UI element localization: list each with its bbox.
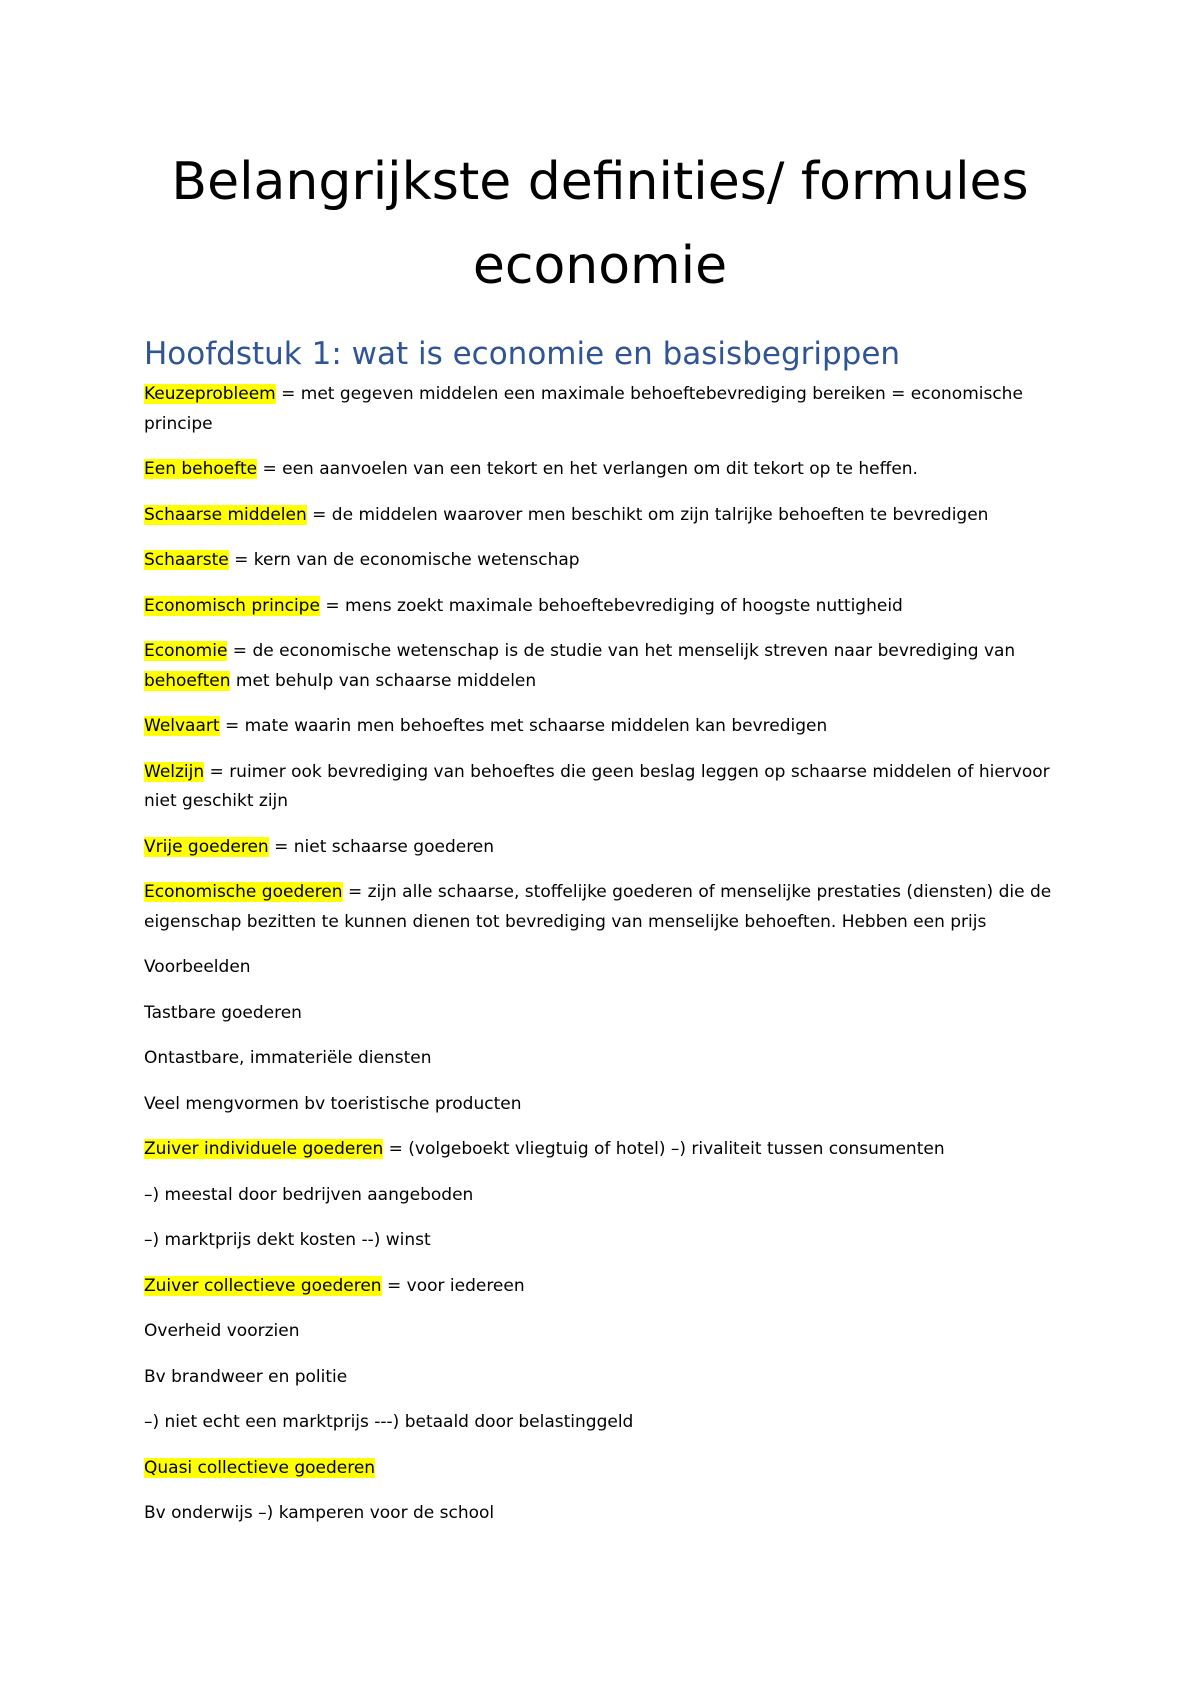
definition-text: = mens zoekt maximale behoeftebevrediging of hoogste nuttigheid — [319, 595, 903, 616]
plain-paragraph — [144, 953, 1064, 983]
paragraph-text: Tastbare goederen — [144, 1002, 302, 1023]
definition-text: = de middelen waarover men beschikt om zijn talrijke behoeften te bevredigen — [306, 504, 989, 525]
term-highlight: Schaarste — [144, 550, 229, 570]
definition-text: = zijn alle schaarse, stoffelijke goederen of menselijke prestaties (diensten) die de eigenschap bezitten te kunnen dienen tot bevrediging van menselijke behoeften. Hebben een prijs — [144, 882, 1052, 932]
term-highlight: Vrije goederen — [144, 836, 269, 857]
definition-paragraph — [144, 1272, 1064, 1302]
plain-paragraph — [144, 1499, 1064, 1529]
paragraph-text: Voorbeelden — [144, 957, 251, 977]
paragraph-text: Veel mengvormen bv toeristische producten — [144, 1093, 522, 1114]
term-highlight: behoeften — [144, 670, 231, 691]
definition-text: = de economische wetenschap is de studie van het menselijk streven naar bevrediging van — [227, 641, 1016, 661]
definition-paragraph — [144, 546, 1064, 576]
term-highlight: Keuzeprobleem — [144, 384, 276, 404]
plain-paragraph — [144, 1090, 1064, 1120]
definition-text: = niet schaarse goederen — [268, 836, 495, 857]
paragraph-text: –) meestal door bedrijven aangeboden — [144, 1184, 474, 1205]
term-highlight: Economische goederen — [144, 882, 343, 902]
definition-paragraph — [144, 833, 1064, 863]
definition-text: = ruimer ook bevrediging van behoeftes die geen beslag leggen op schaarse middelen of hiervoor niet geschikt zijn — [144, 761, 1050, 811]
definition-text: met behulp van schaarse middelen — [230, 670, 537, 691]
paragraph-text: Bv onderwijs –) kamperen voor de school — [144, 1503, 495, 1523]
definition-paragraph — [144, 637, 1064, 696]
term-highlight: Welzijn — [144, 761, 205, 782]
paragraph-text: Ontastbare, immateriële diensten — [144, 1048, 432, 1068]
term-highlight: Economisch principe — [144, 595, 320, 616]
definition-paragraph — [144, 1135, 1064, 1165]
chapter-heading: Hoofdstuk 1: wat is economie en basisbegrippen — [144, 336, 901, 372]
plain-paragraph — [144, 1363, 1064, 1393]
definition-text: = (volgeboekt vliegtuig of hotel) –) rivaliteit tussen consumenten — [383, 1139, 945, 1159]
definition-text: = een aanvoelen van een tekort en het verlangen om dit tekort op te heffen. — [257, 459, 918, 479]
definition-paragraph — [144, 878, 1064, 937]
definition-paragraph — [144, 758, 1064, 817]
term-highlight: Schaarse middelen — [144, 504, 307, 525]
definition-text: = kern van de economische wetenschap — [228, 550, 580, 570]
plain-paragraph — [144, 1317, 1064, 1347]
plain-paragraph — [144, 1408, 1064, 1438]
definition-text: = voor iedereen — [381, 1275, 525, 1296]
plain-paragraph — [144, 1044, 1064, 1074]
definition-paragraph — [144, 380, 1064, 439]
paragraph-text: –) marktprijs dekt kosten --) winst — [144, 1230, 431, 1250]
definition-paragraph — [144, 501, 1064, 531]
plain-paragraph — [144, 1226, 1064, 1256]
definition-paragraph — [144, 455, 1064, 485]
plain-paragraph — [144, 999, 1064, 1029]
term-highlight: Quasi collectieve goederen — [144, 1457, 376, 1478]
term-highlight: Welvaart — [144, 716, 220, 736]
paragraph-text: Overheid voorzien — [144, 1321, 300, 1341]
definition-text: = met gegeven middelen een maximale behoeftebevrediging bereiken = economische principe — [144, 384, 1023, 434]
definition-paragraph — [144, 1454, 1064, 1484]
definitions-list — [144, 380, 1064, 1545]
definition-text: = mate waarin men behoeftes met schaarse middelen kan bevredigen — [219, 716, 828, 736]
term-highlight: Zuiver collectieve goederen — [144, 1275, 382, 1296]
term-highlight: Economie — [144, 641, 228, 661]
document-title — [100, 140, 1100, 308]
term-highlight: Een behoefte — [144, 459, 258, 479]
title-line-1: Belangrijkste definities/ formules — [171, 152, 1029, 212]
paragraph-text: Bv brandweer en politie — [144, 1366, 348, 1387]
definition-paragraph — [144, 712, 1064, 742]
term-highlight: Zuiver individuele goederen — [144, 1139, 384, 1159]
title-line-2: economie — [472, 236, 728, 296]
definition-paragraph — [144, 592, 1064, 622]
paragraph-text: –) niet echt een marktprijs ---) betaald door belastinggeld — [144, 1412, 634, 1432]
plain-paragraph — [144, 1181, 1064, 1211]
